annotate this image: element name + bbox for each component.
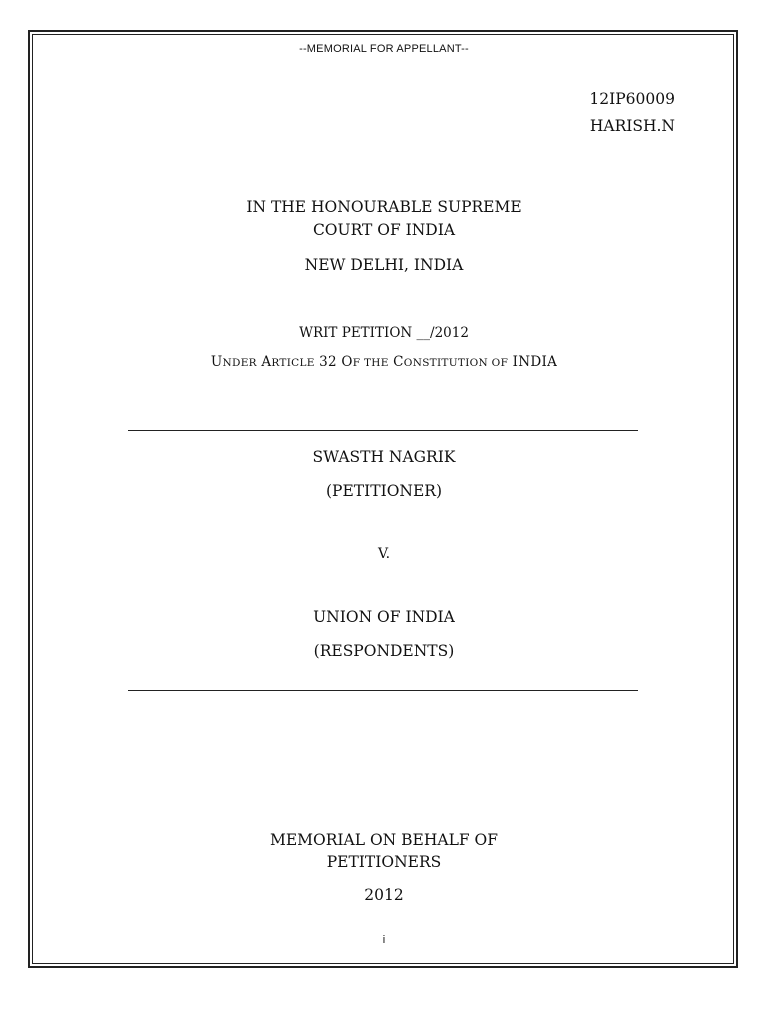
author-id: 12IP60009 <box>589 90 675 108</box>
court-line-2: COURT OF INDIA <box>312 221 456 239</box>
page-number: i <box>382 934 386 946</box>
article-number: 32 <box>319 354 337 370</box>
article-word-onstitution-of: ONSTITUTION OF <box>403 357 509 369</box>
article-initial-c: C <box>393 354 404 370</box>
petitioner-role: (PETITIONER) <box>325 482 442 500</box>
article-word-rticle: RTICLE <box>271 357 315 369</box>
memorial-line-1: MEMORIAL ON BEHALF OF <box>269 831 499 849</box>
article-word-f-the: F THE <box>352 357 389 369</box>
memorial-header-label: --MEMORIAL FOR APPELLANT-- <box>299 43 469 55</box>
separator-rule-bottom <box>128 690 638 691</box>
article-initial-a: A <box>261 354 272 370</box>
separator-rule-top <box>128 430 638 431</box>
article-word-nder: NDER <box>222 357 257 369</box>
constitution-article-line <box>0 354 768 370</box>
memorial-line-2: PETITIONERS <box>326 853 442 871</box>
article-initial-o: O <box>341 354 353 370</box>
respondent-name: UNION OF INDIA <box>313 608 455 626</box>
writ-petition-title: WRIT PETITION __/2012 <box>299 325 469 341</box>
court-line-1: IN THE HONOURABLE SUPREME <box>246 198 522 216</box>
court-location: NEW DELHI, INDIA <box>304 256 464 274</box>
article-initial-u: U <box>210 354 223 370</box>
petitioner-name: SWASTH NAGRIK <box>312 448 456 466</box>
memorial-year: 2012 <box>364 886 404 904</box>
versus-label: V. <box>377 546 391 562</box>
respondent-role: (RESPONDENTS) <box>313 642 455 660</box>
article-country: INDIA <box>512 354 558 370</box>
author-name: HARISH.N <box>589 117 675 135</box>
